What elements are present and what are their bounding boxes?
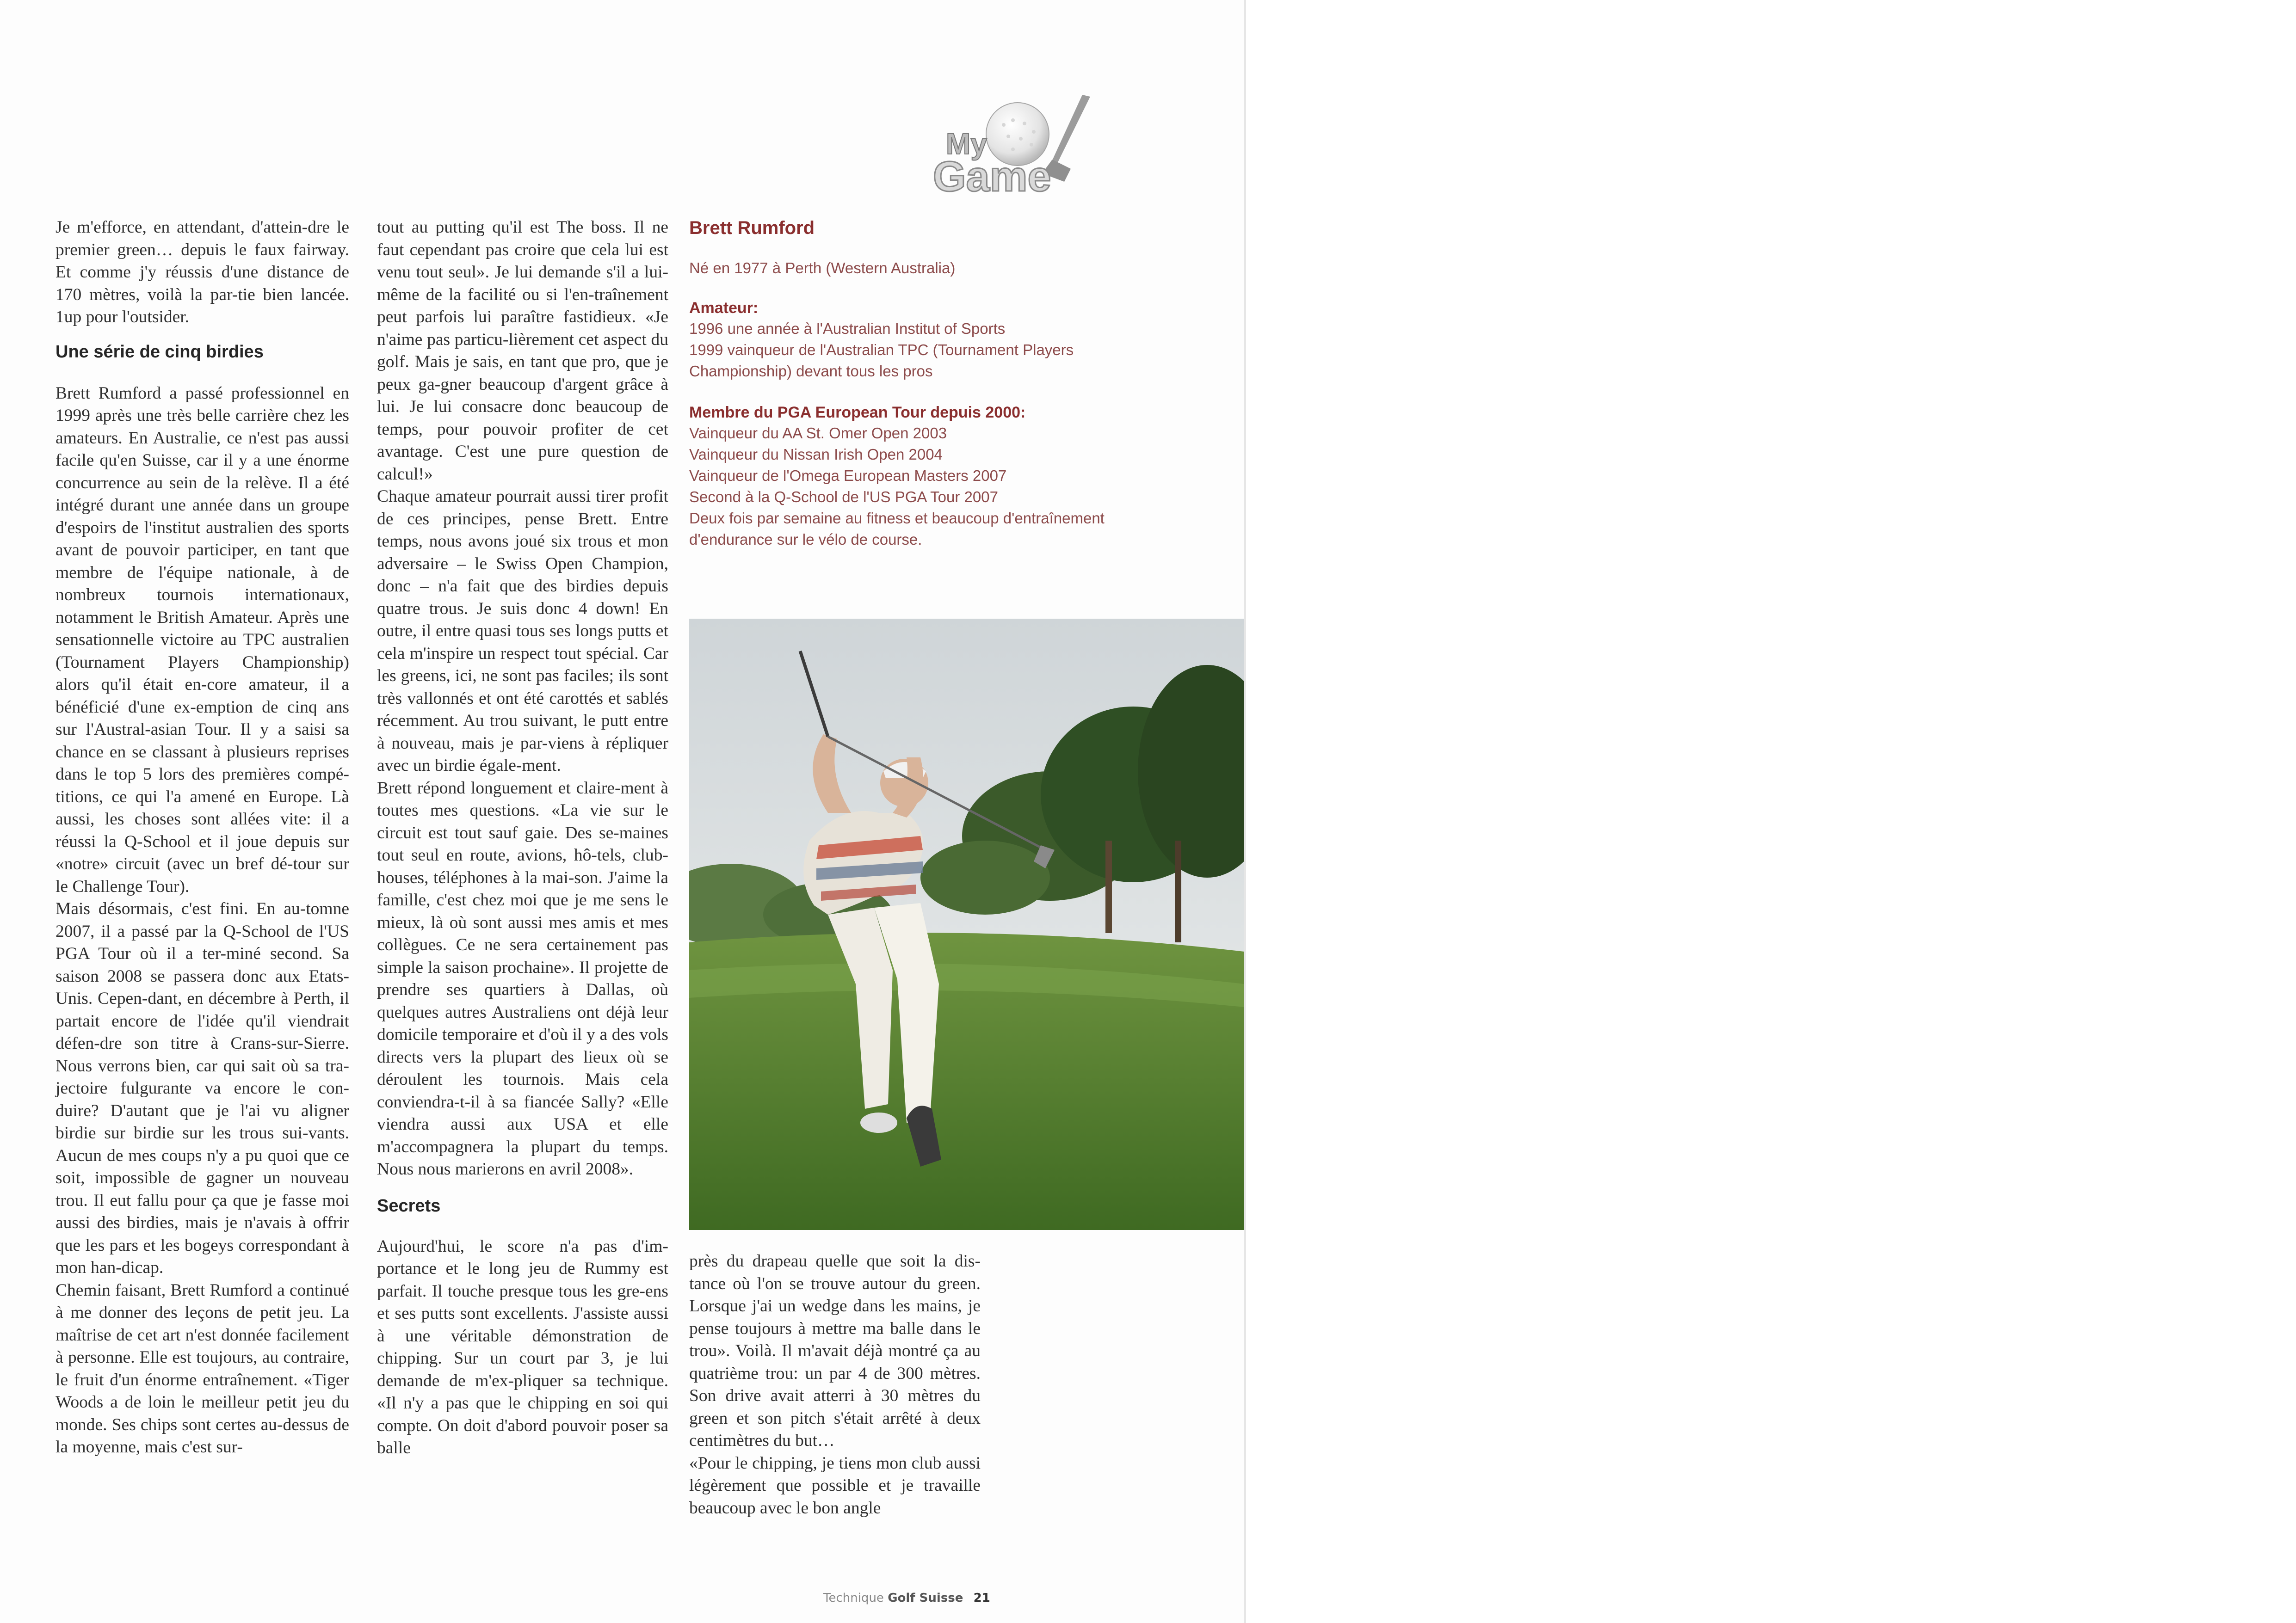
paragraph: Chemin faisant, Brett Rumford a continué à me donner des leçons de petit jeu. La maîtrise de cet art n'est donnée facilement à personne. Elle est toujours, au contraire, le fruit d'un énorme entraînement. «Tiger Woods a de loin le meilleur petit jeu du monde. Ses chips sont certes au-dessus de la moyenne, mais c'est sur- [56,1280,349,1457]
list-item: 1996 une année à l'Australian Institut of Sports [689,320,1006,337]
paragraph: Brett Rumford a passé professionnel en 1999 après une très belle carrière chez les amateurs. En Australie, ce n'est pas aussi facile qu'en Suisse, car il y a une énorme concurrence au sein de la relève. Il a été intégré durant une année dans un groupe d'espoirs de l'institut australien des sports avant de pouvoir participer, en tant que membre de l'équipe nationale, à de nombreux tournois internationaux, notamment le British Amateur. Après une sensationnelle victoire au TPC australien (Tournament Players Championship) alors qu'il était en-core amateur, il a bénéficié d'une ex-emption de cinq ans sur l'Austral-asian Tour. Il y a saisi sa chance en se classant à plusieurs reprises dans le top 5 lors des premières compé-titions, ce qui l'a amené en Europe. Là aussi, les choses sont allées vite: il a réussi la Q-School et il joue depuis sur «notre» circuit (avec un bref dé-tour sur le Challenge Tour). [56,383,349,896]
amateur-heading: Amateur: [689,299,759,317]
list-item: 1999 vainqueur de l'Australian TPC (Tournament Players [689,341,1074,358]
list-item: Championship) devant tous les pros [689,363,933,380]
paragraph: tout au putting qu'il est The boss. Il ne faut cependant pas croire que cela lui est venu tout seul». Je lui demande s'il a lui-même de la facilité ou si l'en-traînement peut parfois lui paraître fastidieux. «Je n'aime pas particu-lièrement cet aspect du golf. Mais je sais, en tant que pro, que je peux ga-gner beaucoup d'argent grâce à lui. Je lui consacre donc beaucoup de temps, pour pouvoir profiter de cet avantage. C'est une pure question de calcul!» [377,218,668,484]
player-profile-box [689,216,1235,550]
paragraph: Je m'efforce, en attendant, d'attein-dre le premier green… depuis le faux fairway. Et comme j'y réussis d'une distance de 170 mètres, voilà la par-tie bien lancée. 1up pour l'outsider. [56,218,349,326]
article-column-1 [56,216,349,1459]
paragraph: Mais désormais, c'est fini. En au-tomne 2007, il a passé par la Q-School de l'US PGA Tour où il a ter-miné second. Sa saison 2008 se passera donc aux Etats-Unis. Cepen-dant, en décembre à Perth, il partait encore de l'idée qu'il viendrait défen-dre son titre à Crans-sur-Sierre. Nous verrons bien, car qui sait où sa tra-jectoire fulgurante va encore le con-duire? D'autant que je l'ai vu aligner birdie sur birdie sur les trous sui-vants. Aucun de mes coups n'y a pu quoi que ce soit, impossible de gagner un nouveau trou. Il eut fallu pour ça que je fasse moi aussi des birdies, mais je n'avais à offrir que les pars et les bogeys correspondant à mon han-dicap. [56,899,349,1277]
golfer-photo [689,619,1244,1230]
section-heading: Secrets [377,1196,441,1216]
footer-section: Technique [823,1591,884,1605]
profile-birth: Né en 1977 à Perth (Western Australia) [689,259,956,277]
article-column-2 [377,216,668,1460]
footer-magazine: Golf Suisse [888,1591,963,1605]
golf-ball-and-club-icon [918,95,1126,201]
section-heading: Une série de cinq birdies [56,342,264,362]
article-column-3 [689,1250,981,1519]
pga-heading: Membre du PGA European Tour depuis 2000: [689,404,1026,421]
paragraph: Chaque amateur pourrait aussi tirer profit de ces principes, pense Brett. Entre temps, nous avons joué six trous et mon adversaire – le Swiss Open Champion, donc – n'a fait que des birdies depuis quatre trous. Je suis donc 4 down! En outre, il entre quasi tous ses longs putts et cela m'inspire un respect tout spécial. Car les greens, ici, ne sont pas faciles; ils sont très vallonnés et ont été carottés et sablés récemment. Au trou suivant, le putt entre à nouveau, mais je par-viens à répliquer avec un birdie égale-ment. [377,487,668,775]
paragraph: «Pour le chipping, je tiens mon club aussi légèrement que possible et je travaille beaucoup avec le bon angle [689,1453,981,1518]
my-game-logo [918,95,1126,201]
list-item: Vainqueur du AA St. Omer Open 2003 [689,424,947,442]
logo-word-my: My [946,127,987,160]
paragraph: Aujourd'hui, le score n'a pas d'im-portance et le long jeu de Rummy est parfait. Il touche presque tous les gre-ens et ses putts sont excellents. J'assiste aussi à une véritable démonstration de chipping. Sur un court par 3, je lui demande de m'ex-pliquer sa technique. «Il n'y a pas que le chipping en soi qui compte. On doit d'abord pouvoir poser sa balle [377,1236,668,1457]
list-item: Second à la Q-School de l'US PGA Tour 2007 [689,488,998,505]
paragraph: près du drapeau quelle que soit la dis-tance où l'on se trouve autour du green. Lorsque j'ai un wedge dans les mains, je pense toujours à mettre ma balle dans le trou». Voilà. Il m'avait déjà montré ça au quatrième trou: un par 4 de 300 mètres. Son drive avait atterri à 30 mètres du green et son pitch s'était arrêté à deux centimètres du but… [689,1252,981,1450]
list-item: Deux fois par semaine au fitness et beaucoup d'entraînement [689,510,1105,527]
logo-word-game: Game [933,153,1051,200]
amateur-section [689,298,1235,382]
list-item: d'endurance sur le vélo de course. [689,531,922,548]
pga-section [689,402,1235,550]
page-number: 21 [973,1591,990,1605]
paragraph: Brett répond longuement et claire-ment à toutes mes questions. «La vie sur le circuit est tout sauf gaie. Des se-maines tout seul en route, avions, hô-tels, club-houses, téléphones à la mai-son. J'aime la famille, c'est chez moi que je me sens le mieux, là où sont aussi mes amis et mes collègues. Ce ne sera certainement pas simple la saison prochaine». Il projette de prendre ses quartiers à Dallas, où quelques autres Australiens ont déjà leur domicile temporaire et d'où il y a des vols directs vers la plupart des lieux où se déroulent les tournois. Mais cela conviendra-t-il à sa fiancée Sally? «Elle viendra aussi aux USA et elle m'accompagnera la plupart du temps. Nous nous marierons en avril 2008». [377,778,668,1179]
page-footer [823,1591,990,1605]
page-edge [1244,0,1246,1623]
list-item: Vainqueur du Nissan Irish Open 2004 [689,446,943,463]
profile-name: Brett Rumford [689,218,815,238]
list-item: Vainqueur de l'Omega European Masters 2007 [689,467,1007,484]
